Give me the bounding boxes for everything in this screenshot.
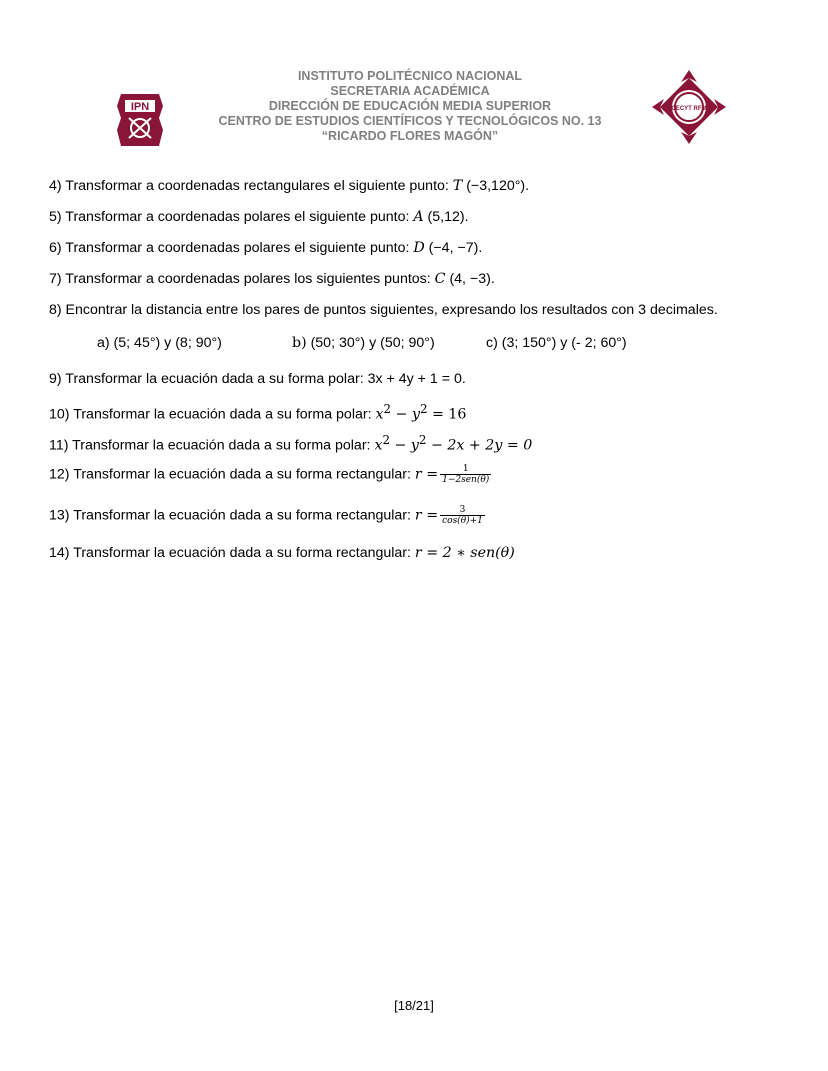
direction-name: DIRECCIÓN DE EDUCACIÓN MEDIA SUPERIOR <box>268 99 552 113</box>
fraction-12: $\frac{1}{\text{1−2sen(θ)}}$ <box>442 464 490 485</box>
institution-name: INSTITUTO POLITÉCNICO NACIONAL <box>297 69 523 83</box>
ipn-logo-text: IPN <box>130 101 150 113</box>
ipn-logo <box>111 88 169 152</box>
cecyt-logo <box>650 68 728 146</box>
exercise-8: 8) Encontrar la distancia entre los pares de puntos siguientes, expresando los resultados con 3 decimales. <box>49 302 718 318</box>
exercise-7: 7) Transformar a coordenadas polares los siguientes puntos: C (4, −3). <box>49 271 495 287</box>
exercise-9: 9) Transformar la ecuación dada a su forma polar: 3x + 4y + 1 = 0. <box>49 371 466 387</box>
exercise-13: 13) Transformar la ecuación dada a su forma rectangular: r = $\frac{3}{\cos(\theta)+1}$ <box>49 505 483 526</box>
center-name: CENTRO DE ESTUDIOS CIENTÍFICOS Y TECNOLÓGICOS NO. 13 <box>218 114 602 128</box>
exercise-5: 5) Transformar a coordenadas polares el siguiente punto: A (5,12). <box>49 209 469 225</box>
exercise-11: 11) Transformar la ecuación dada a su forma polar: $x^2 - y^2 - 2x + 2y = 0$ <box>49 433 533 454</box>
exercise-4: 4) Transformar a coordenadas rectangulares el siguiente punto: T (−3,120°). <box>49 178 530 194</box>
exercise-6: 6) Transformar a coordenadas polares el siguiente punto: D (−4, −7). <box>49 240 483 256</box>
page-number: [18/21] <box>394 998 434 1013</box>
exercise-8-c: c) (3; 150°) y (- 2; 60°) <box>486 335 627 351</box>
exercise-10: 10) Transformar la ecuación dada a su forma polar: $x^2 - y^2 = 16$ <box>49 402 467 423</box>
school-name: “RICARDO FLORES MAGÓN” <box>321 129 499 143</box>
exercise-14: 14) Transformar la ecuación dada a su forma rectangular: r = 2 ∗ sen(θ) <box>49 545 515 561</box>
document-header <box>0 68 828 152</box>
header-text-block <box>190 69 630 144</box>
exercise-12: 12) Transformar la ecuación dada a su forma rectangular: r = $\frac{1}{\text{1−2sen(θ)}}$ <box>49 464 490 485</box>
secretariat-name: SECRETARIA ACADÉMICA <box>330 84 490 98</box>
exercise-8-a: a) (5; 45°) y (8; 90°) <box>97 335 222 351</box>
cecyt-logo-text: CECYT RFM <box>671 106 707 112</box>
exercise-8-b: b) (50; 30°) y (50; 90°) <box>292 335 435 351</box>
fraction-13: $\frac{3}{\cos(\theta)+1}$ <box>442 505 483 526</box>
